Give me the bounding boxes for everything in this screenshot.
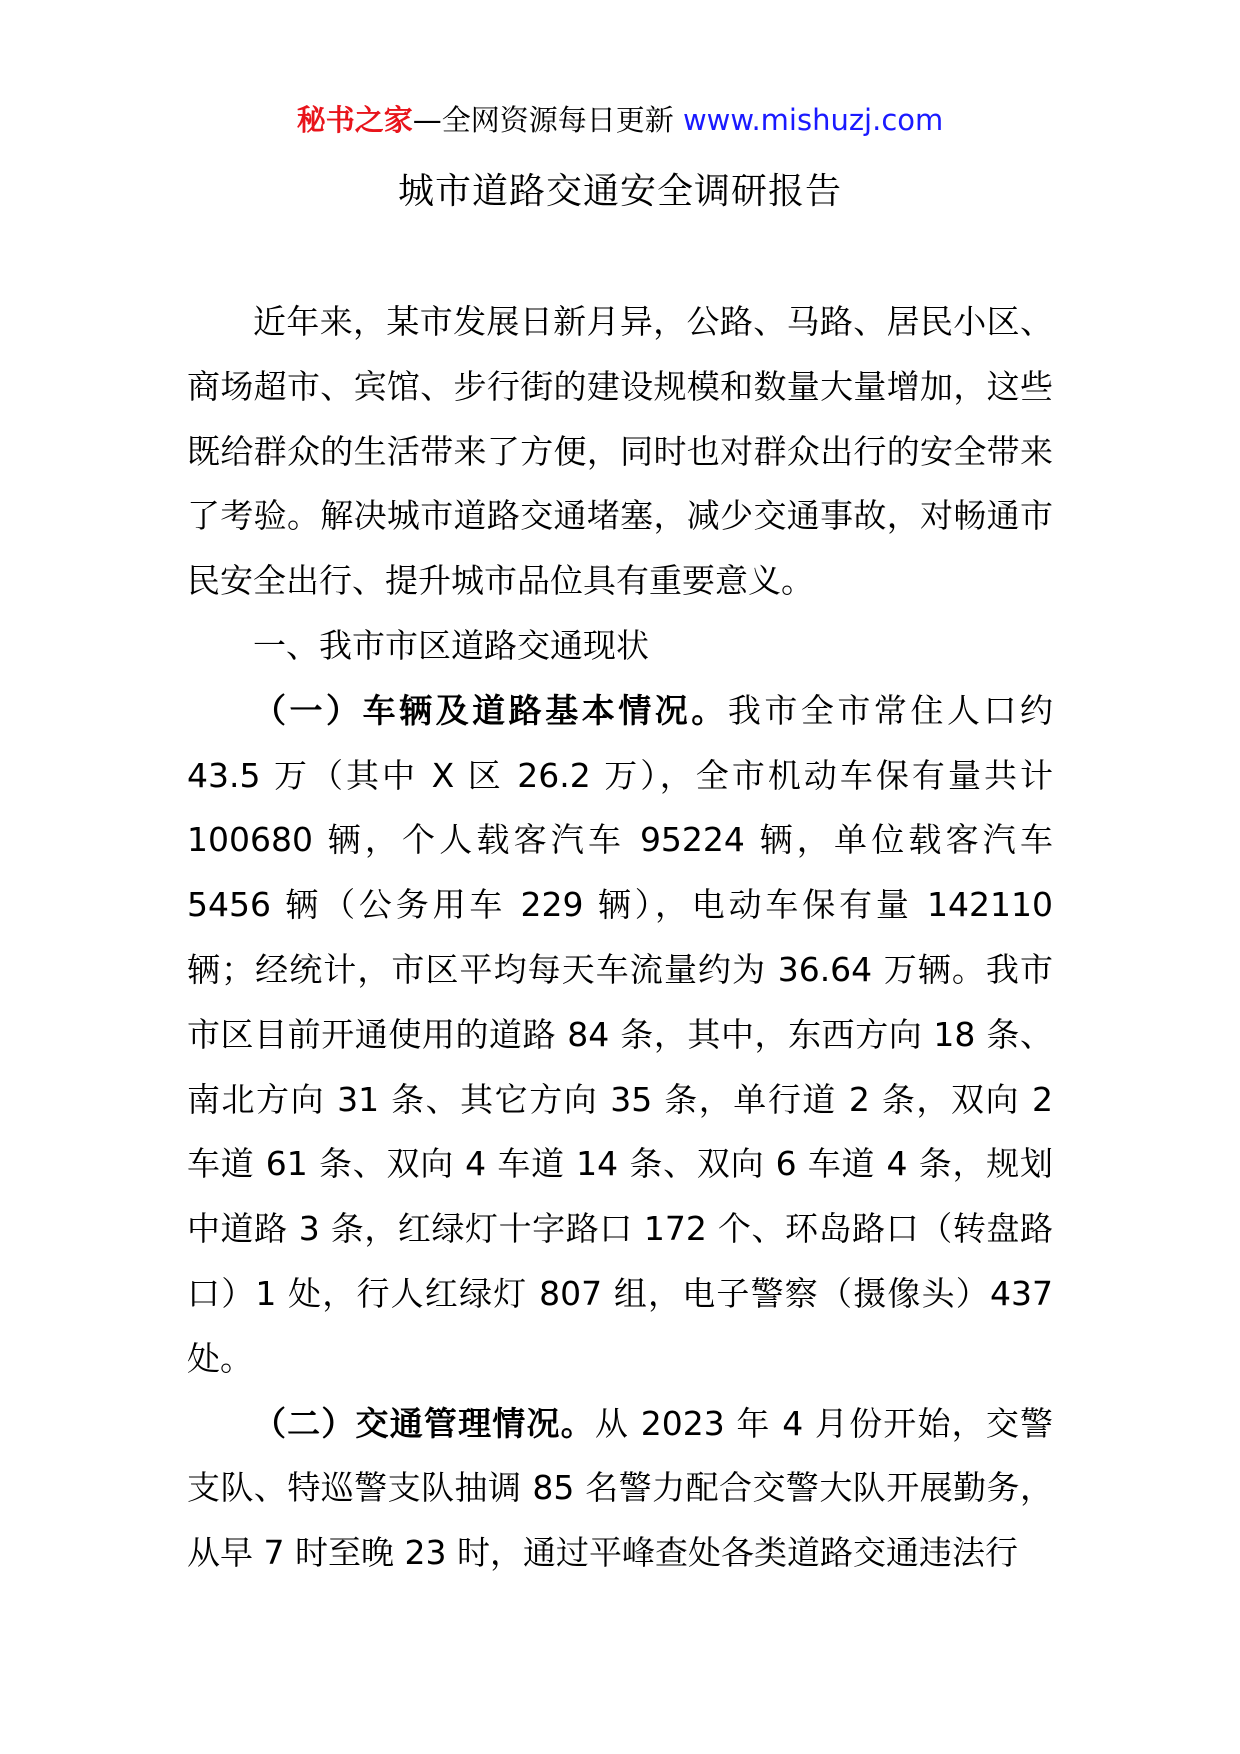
subsection-paragraph-1: [187, 679, 1053, 1392]
subsection-paragraph-2: [187, 1392, 1053, 1586]
subsection-text-1: 我市全市常住人口约 43.5 万（其中 X 区 26.2 万），全市机动车保有量共计 100680 辆，个人载客汽车 95224 辆，单位载客汽车 5456 辆（公务用车 229 辆），电动车保有量 142110 辆；经统计，市区平均每天车流量约为 36.64 万辆。我市市区目前开通使用的道路 84 条，其中，东西方向 18 条、南北方向 31 条、其它方向 35 条，单行道 2 条，双向 2 车道 61 条、双向 4 车道 14 条、双向 6 车道 4 条，规划中道路 3 条，红绿灯十字路口 172 个、环岛路口（转盘路口）1 处，行人红绿灯 807 组，电子警察（摄像头）437 处。: [187, 690, 1054, 1378]
subsection-text-2: 从 2023 年 4 月份开始，交警支队、特巡警支队抽调 85 名警力配合交警大队开展勤务，从早 7 时至晚 23 时，通过平峰查处各类道路交通违法行: [187, 1403, 1054, 1573]
section-heading-1: 一、我市市区道路交通现状: [253, 625, 649, 665]
site-url-link[interactable]: www.mishuzj.com: [682, 103, 944, 137]
subsection-heading-1: （一）车辆及道路基本情况。: [253, 690, 728, 730]
brand-name: 秘书之家: [296, 103, 413, 137]
document-title: 城市道路交通安全调研报告: [397, 171, 842, 212]
subsection-heading-2: （二）交通管理情况。: [253, 1403, 595, 1443]
intro-paragraph: 近年来，某市发展日新月异，公路、马路、居民小区、商场超市、宾馆、步行街的建设规模和数量大量增加，这些既给群众的生活带来了方便，同时也对群众出行的安全带来了考验。解决城市道路交通堵塞，减少交通事故，对畅通市民安全出行、提升城市品位具有重要意义。: [187, 302, 1053, 601]
document-body: [187, 290, 1053, 1586]
site-header: [0, 100, 1240, 140]
header-slogan: —全网资源每日更新: [412, 103, 683, 137]
